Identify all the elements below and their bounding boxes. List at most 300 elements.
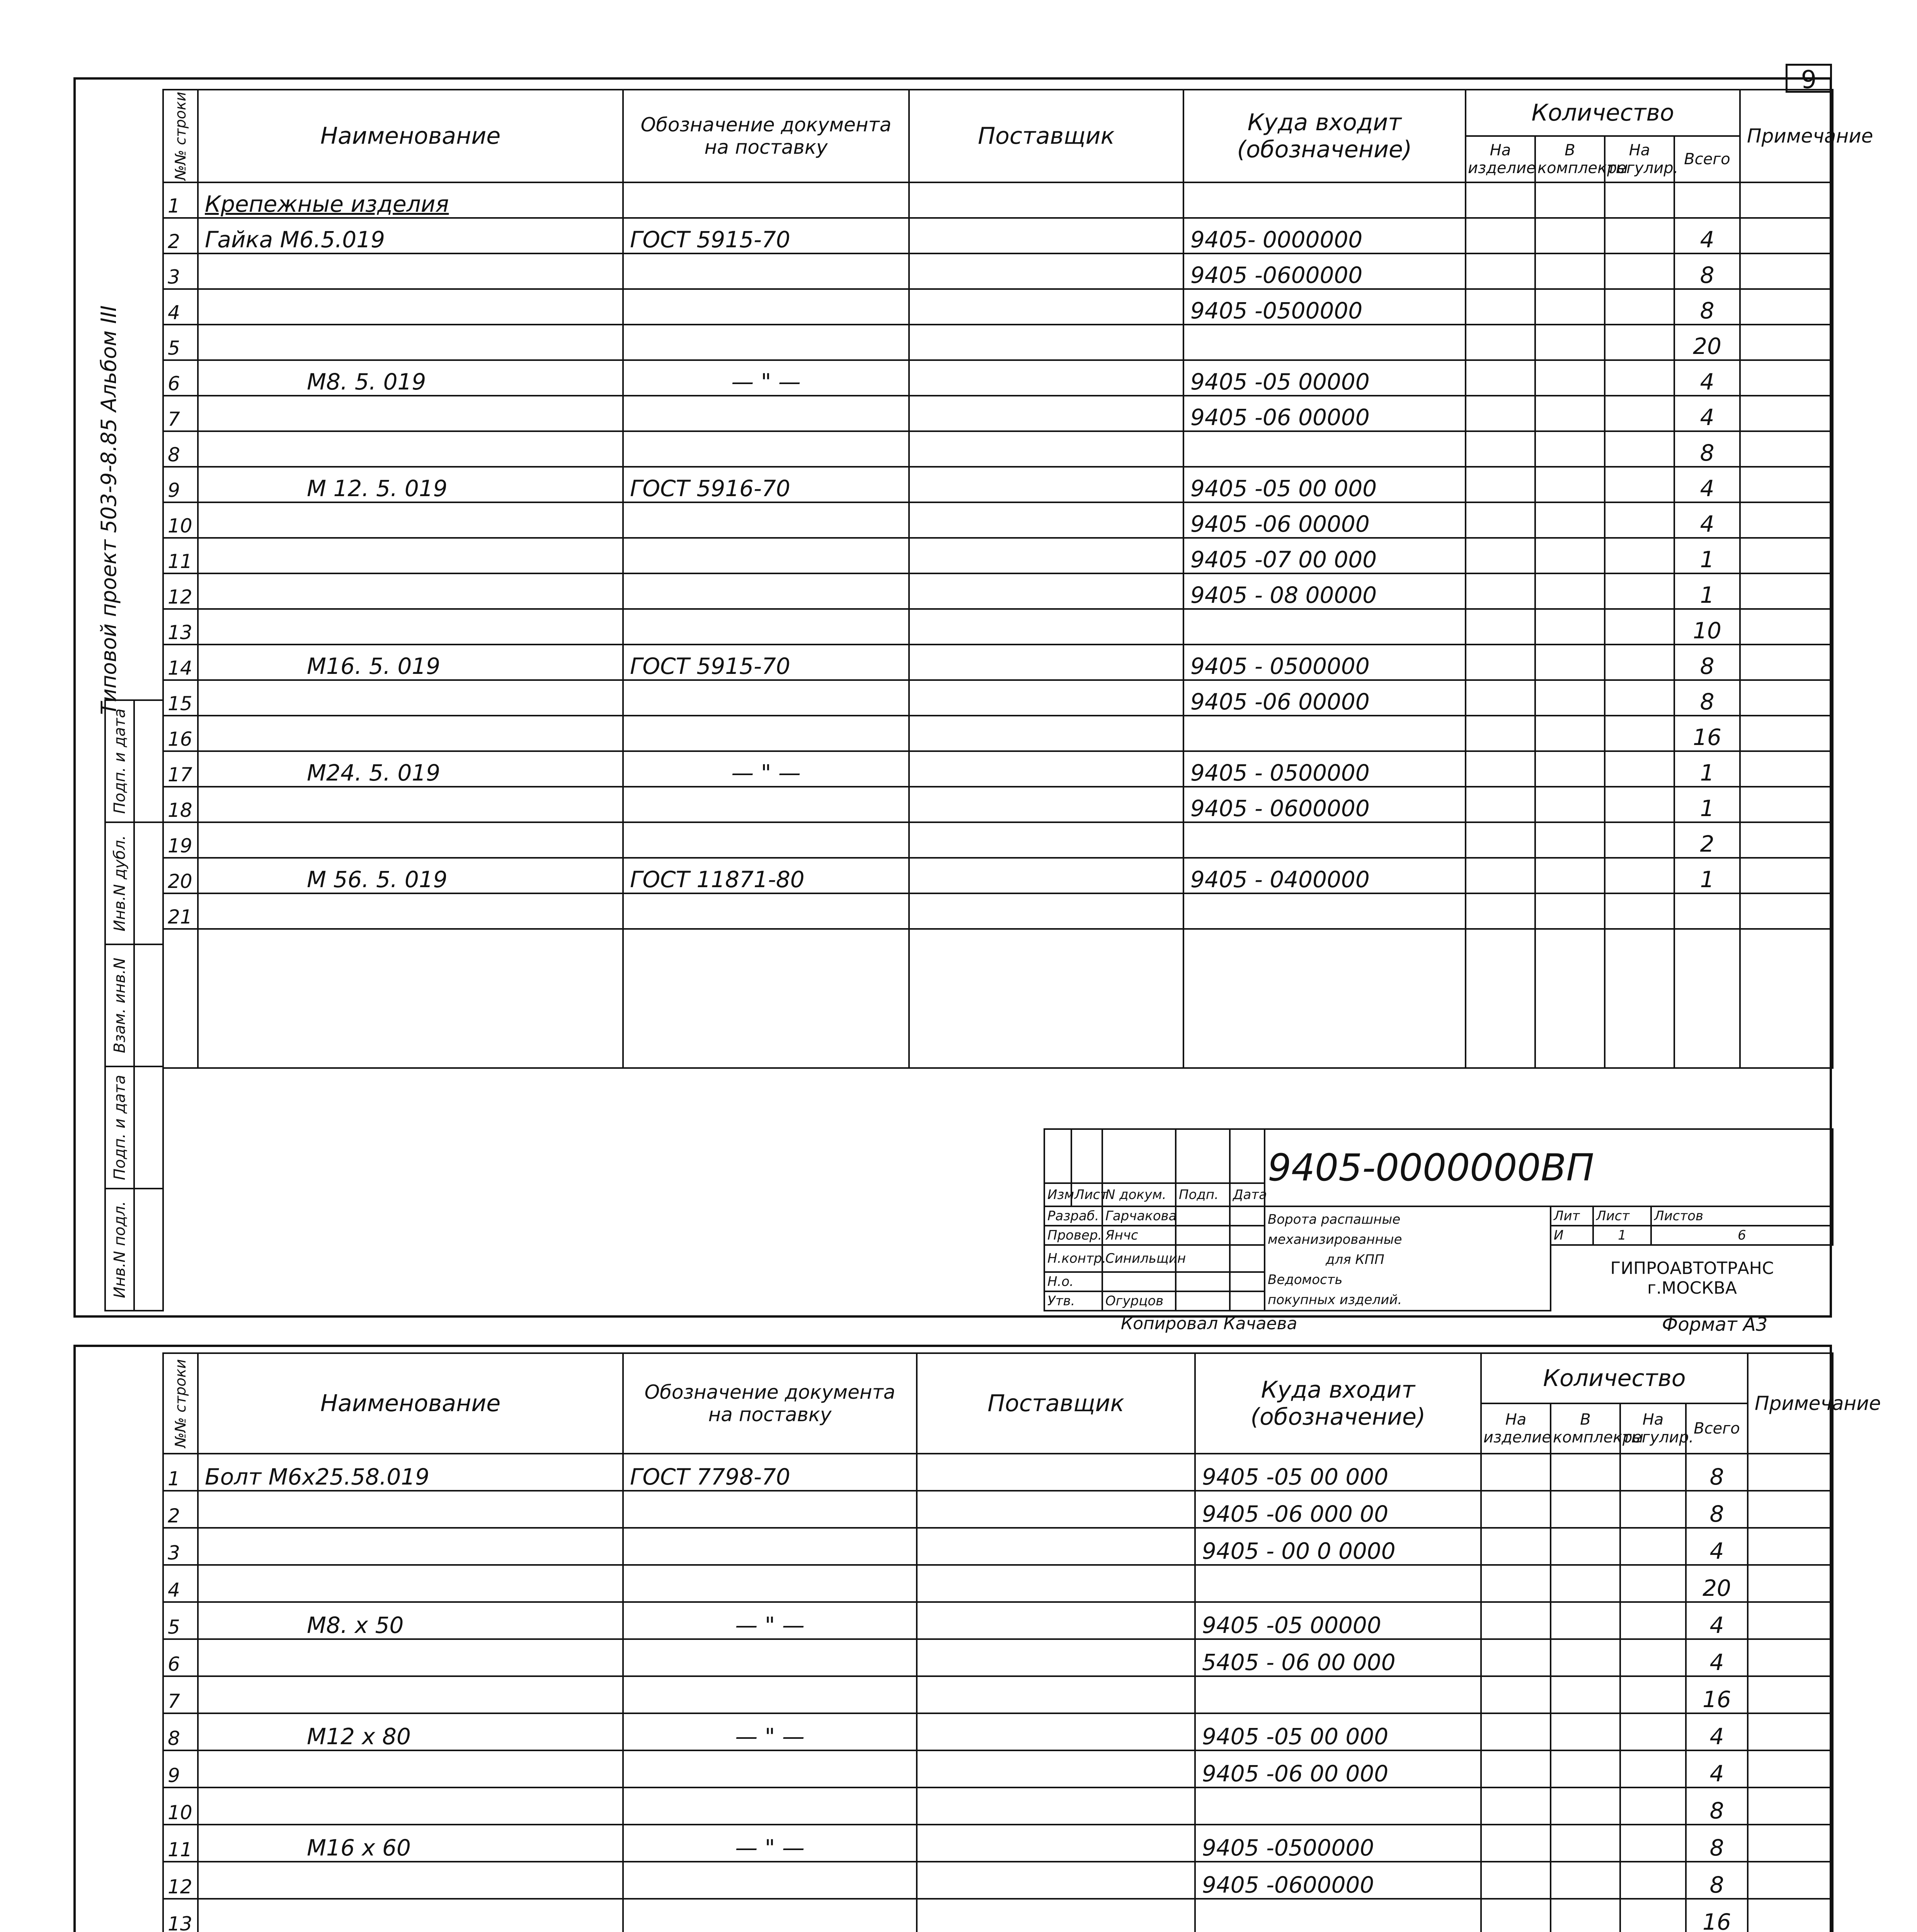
qty-product <box>1481 1787 1551 1825</box>
item-note <box>1740 893 1833 929</box>
item-note <box>1748 1713 1833 1750</box>
item-note <box>1748 1565 1833 1602</box>
item-name <box>198 573 623 609</box>
qty-total: 8 <box>1686 1454 1748 1491</box>
qty-sets <box>1535 360 1605 396</box>
item-doc <box>623 893 909 929</box>
qty-total: 16 <box>1686 1676 1748 1713</box>
item-supplier <box>917 1862 1195 1899</box>
item-note <box>1748 1454 1833 1491</box>
table-row <box>163 1565 1833 1602</box>
table-row <box>163 182 1833 218</box>
qty-adjust <box>1605 253 1674 289</box>
item-note <box>1740 645 1833 680</box>
table-row <box>163 645 1833 680</box>
sheet-2-table <box>162 1352 1881 1932</box>
item-doc <box>623 1899 917 1932</box>
qty-adjust <box>1605 431 1674 467</box>
item-where: 9405 - 0600000 <box>1183 787 1466 822</box>
item-supplier <box>917 1713 1195 1750</box>
qty-sets <box>1535 538 1605 573</box>
qty-adjust <box>1605 822 1674 858</box>
stamp-head: Дата <box>1230 1183 1265 1206</box>
header-row-no: №№ строки <box>163 90 198 182</box>
item-doc <box>623 182 909 218</box>
qty-total: 8 <box>1674 680 1740 716</box>
qty-total: 1 <box>1674 751 1740 787</box>
qty-product <box>1481 1454 1551 1491</box>
qty-adjust <box>1605 787 1674 822</box>
qty-sets <box>1535 716 1605 751</box>
item-doc <box>623 1528 917 1565</box>
item-name <box>198 253 623 289</box>
item-name: М 12. 5. 019 <box>198 467 623 502</box>
qty-product <box>1466 360 1535 396</box>
row-number: 14 <box>163 645 198 680</box>
item-doc <box>623 609 909 645</box>
album-label: Типовой проект 503-9-8.85 Альбом III <box>97 305 121 715</box>
item-where <box>1183 716 1466 751</box>
table-row <box>163 360 1833 396</box>
qty-product <box>1466 858 1535 893</box>
item-note <box>1740 289 1833 325</box>
item-name <box>198 1787 623 1825</box>
stamp-name <box>1102 1272 1176 1291</box>
qty-adjust <box>1620 1565 1686 1602</box>
qty-sets <box>1551 1862 1620 1899</box>
table-row <box>163 431 1833 467</box>
qty-sets <box>1535 822 1605 858</box>
item-supplier <box>909 858 1183 893</box>
qty-total <box>1674 893 1740 929</box>
item-doc <box>623 431 909 467</box>
item-supplier <box>909 467 1183 502</box>
item-name <box>198 1676 623 1713</box>
qty-total: 4 <box>1674 218 1740 253</box>
item-supplier <box>909 716 1183 751</box>
qty-sets <box>1535 787 1605 822</box>
item-note <box>1748 1602 1833 1639</box>
item-supplier <box>909 822 1183 858</box>
row-number: 12 <box>163 573 198 609</box>
qty-product <box>1466 716 1535 751</box>
qty-sets <box>1535 396 1605 431</box>
header-qty-adjust: На регулир. <box>1605 136 1674 182</box>
row-number: 9 <box>163 1750 198 1787</box>
qty-total <box>1674 182 1740 218</box>
qty-product <box>1466 680 1535 716</box>
qty-product <box>1481 1491 1551 1528</box>
qty-product <box>1481 1528 1551 1565</box>
item-name <box>198 325 623 360</box>
table-row <box>163 325 1833 360</box>
qty-product <box>1481 1862 1551 1899</box>
item-where <box>1183 431 1466 467</box>
qty-total: 8 <box>1674 289 1740 325</box>
qty-product <box>1481 1602 1551 1639</box>
qty-total: 4 <box>1674 502 1740 538</box>
table-row <box>163 751 1833 787</box>
header-row-no: №№ строки <box>163 1353 198 1454</box>
header-doc: Обозначение документа на поставку <box>623 90 909 182</box>
item-note <box>1740 325 1833 360</box>
item-doc <box>623 289 909 325</box>
item-supplier <box>909 182 1183 218</box>
item-where: 9405- 0000000 <box>1183 218 1466 253</box>
title-line: Ворота распашные <box>1268 1212 1401 1227</box>
table-row <box>163 1750 1833 1787</box>
qty-adjust <box>1605 609 1674 645</box>
qty-total: 4 <box>1686 1602 1748 1639</box>
item-where <box>1195 1787 1481 1825</box>
qty-total: 10 <box>1674 609 1740 645</box>
qty-adjust <box>1605 858 1674 893</box>
item-where: 9405 -05 00000 <box>1195 1602 1481 1639</box>
qty-product <box>1466 787 1535 822</box>
item-name <box>198 396 623 431</box>
qty-total: 16 <box>1686 1899 1748 1932</box>
item-doc: ГОСТ 5915-70 <box>623 645 909 680</box>
qty-sets <box>1535 325 1605 360</box>
qty-product <box>1466 609 1535 645</box>
sheet-1-format: Формат А3 <box>1662 1314 1768 1335</box>
qty-product <box>1481 1639 1551 1676</box>
item-note <box>1740 609 1833 645</box>
item-doc: — " — <box>623 1713 917 1750</box>
item-name: Болт М6х25.58.019 <box>198 1454 623 1491</box>
row-number: 6 <box>163 360 198 396</box>
qty-product <box>1466 289 1535 325</box>
qty-adjust <box>1620 1825 1686 1862</box>
row-number: 11 <box>163 538 198 573</box>
table-row <box>163 253 1833 289</box>
item-where: 9405 - 00 0 0000 <box>1195 1528 1481 1565</box>
qty-adjust <box>1605 325 1674 360</box>
item-note <box>1740 502 1833 538</box>
row-number: 1 <box>163 182 198 218</box>
qty-adjust <box>1605 396 1674 431</box>
item-name <box>198 1899 623 1932</box>
header-supplier: Поставщик <box>917 1353 1195 1454</box>
table-row <box>163 1491 1833 1528</box>
item-doc: — " — <box>623 751 909 787</box>
item-doc: ГОСТ 11871-80 <box>623 858 909 893</box>
item-supplier <box>917 1899 1195 1932</box>
item-supplier <box>917 1491 1195 1528</box>
row-number: 1 <box>163 1454 198 1491</box>
item-supplier <box>917 1787 1195 1825</box>
qty-total: 8 <box>1686 1862 1748 1899</box>
table-row <box>163 609 1833 645</box>
qty-product <box>1466 822 1535 858</box>
qty-total: 4 <box>1686 1713 1748 1750</box>
item-doc: — " — <box>623 1825 917 1862</box>
qty-total: 1 <box>1674 538 1740 573</box>
item-note <box>1740 822 1833 858</box>
title-line: Ведомость <box>1268 1272 1343 1287</box>
item-doc <box>623 1491 917 1528</box>
qty-adjust <box>1605 360 1674 396</box>
org-name: ГИПРОАВТОТРАНС <box>1610 1259 1774 1278</box>
table-row <box>163 1454 1833 1491</box>
qty-total: 4 <box>1674 360 1740 396</box>
item-where: 9405 -05 00000 <box>1183 360 1466 396</box>
header-qty-product: На изделие <box>1481 1403 1551 1454</box>
item-where: 9405 - 08 00000 <box>1183 573 1466 609</box>
row-number: 21 <box>163 893 198 929</box>
qty-total: 4 <box>1686 1639 1748 1676</box>
qty-sets <box>1535 289 1605 325</box>
table-row <box>163 1602 1833 1639</box>
header-where: Куда входит (обозначение) <box>1195 1353 1481 1454</box>
item-note <box>1748 1528 1833 1565</box>
qty-product <box>1481 1565 1551 1602</box>
side-cell: Подп. и дата <box>105 1066 134 1189</box>
qty-adjust <box>1605 467 1674 502</box>
qty-product <box>1466 502 1535 538</box>
item-supplier <box>917 1602 1195 1639</box>
qty-product <box>1466 538 1535 573</box>
item-note <box>1740 538 1833 573</box>
qty-adjust <box>1605 716 1674 751</box>
item-supplier <box>909 538 1183 573</box>
item-note <box>1748 1639 1833 1676</box>
table-row <box>163 680 1833 716</box>
row-number: 2 <box>163 218 198 253</box>
row-number: 13 <box>163 1899 198 1932</box>
item-doc <box>623 1639 917 1676</box>
qty-sets <box>1535 645 1605 680</box>
item-name <box>198 1565 623 1602</box>
item-doc: ГОСТ 5915-70 <box>623 218 909 253</box>
qty-product <box>1466 751 1535 787</box>
item-note <box>1740 253 1833 289</box>
table-row <box>163 538 1833 573</box>
item-note <box>1740 751 1833 787</box>
qty-product <box>1481 1825 1551 1862</box>
qty-sets <box>1535 573 1605 609</box>
qty-total: 4 <box>1674 396 1740 431</box>
qty-product <box>1481 1750 1551 1787</box>
qty-sets <box>1535 253 1605 289</box>
qty-product <box>1466 893 1535 929</box>
side-cell: Инв.N подл. <box>105 1189 134 1311</box>
title-line: для КПП <box>1326 1252 1384 1267</box>
item-doc <box>623 716 909 751</box>
qty-adjust <box>1620 1899 1686 1932</box>
stamp-role: Провер. <box>1044 1226 1102 1245</box>
qty-sets <box>1535 467 1605 502</box>
item-doc: ГОСТ 5916-70 <box>623 467 909 502</box>
qty-product <box>1481 1676 1551 1713</box>
item-supplier <box>917 1565 1195 1602</box>
sheets-value: 6 <box>1651 1226 1833 1245</box>
item-supplier <box>909 360 1183 396</box>
item-name <box>198 787 623 822</box>
header-name: Наименование <box>198 1353 623 1454</box>
row-number: 10 <box>163 1787 198 1825</box>
item-doc <box>623 1862 917 1899</box>
qty-adjust <box>1605 502 1674 538</box>
table-row <box>163 396 1833 431</box>
item-note <box>1740 787 1833 822</box>
qty-total: 16 <box>1674 716 1740 751</box>
item-note <box>1748 1825 1833 1862</box>
sheet-1-table <box>162 89 1873 1069</box>
qty-sets <box>1551 1899 1620 1932</box>
table-row <box>163 787 1833 822</box>
table-row <box>163 1676 1833 1713</box>
table-row <box>163 1639 1833 1676</box>
item-note <box>1740 680 1833 716</box>
qty-product <box>1466 467 1535 502</box>
table-row <box>163 858 1833 893</box>
row-number: 7 <box>163 396 198 431</box>
item-name <box>198 893 623 929</box>
qty-sets <box>1535 431 1605 467</box>
item-doc: ГОСТ 7798-70 <box>623 1454 917 1491</box>
qty-sets <box>1535 680 1605 716</box>
stamp-head: Лист <box>1071 1183 1102 1206</box>
item-note <box>1740 396 1833 431</box>
item-note <box>1748 1899 1833 1932</box>
item-supplier <box>917 1750 1195 1787</box>
qty-total: 4 <box>1686 1528 1748 1565</box>
qty-sets <box>1551 1454 1620 1491</box>
item-where: 9405 -05 00 000 <box>1183 467 1466 502</box>
item-supplier <box>917 1676 1195 1713</box>
table-row <box>163 289 1833 325</box>
item-name: М24. 5. 019 <box>198 751 623 787</box>
table-row <box>163 1899 1833 1932</box>
item-name <box>198 680 623 716</box>
item-where <box>1195 1676 1481 1713</box>
item-note <box>1748 1676 1833 1713</box>
qty-product <box>1466 325 1535 360</box>
item-where: 5405 - 06 00 000 <box>1195 1639 1481 1676</box>
item-name <box>198 1750 623 1787</box>
item-note <box>1740 858 1833 893</box>
table-row <box>163 716 1833 751</box>
qty-adjust <box>1620 1528 1686 1565</box>
item-where <box>1195 1565 1481 1602</box>
item-where <box>1183 893 1466 929</box>
item-supplier <box>909 218 1183 253</box>
stamp-head: N докум. <box>1102 1183 1176 1206</box>
row-number: 19 <box>163 822 198 858</box>
stamp-name: Янчс <box>1102 1226 1176 1245</box>
item-where: 9405 -0500000 <box>1195 1825 1481 1862</box>
stamp-name: Гарчакова <box>1102 1206 1176 1226</box>
item-doc <box>623 538 909 573</box>
title-line: механизированные <box>1268 1232 1402 1247</box>
stamp-role: Н.контр. <box>1044 1245 1102 1272</box>
qty-total: 2 <box>1674 822 1740 858</box>
side-cell: Инв.N дубл. <box>105 822 134 944</box>
item-where <box>1183 609 1466 645</box>
item-name <box>198 502 623 538</box>
item-where: 9405 -06 000 00 <box>1195 1491 1481 1528</box>
qty-sets <box>1551 1825 1620 1862</box>
item-doc <box>623 822 909 858</box>
item-name <box>198 1639 623 1676</box>
qty-product <box>1466 396 1535 431</box>
qty-adjust <box>1620 1602 1686 1639</box>
item-supplier <box>909 680 1183 716</box>
row-number: 6 <box>163 1639 198 1676</box>
row-number: 8 <box>163 431 198 467</box>
qty-sets <box>1551 1787 1620 1825</box>
row-number: 8 <box>163 1713 198 1750</box>
item-supplier <box>909 787 1183 822</box>
qty-adjust <box>1605 538 1674 573</box>
title-line: покупных изделий. <box>1268 1292 1402 1308</box>
sheet-label: Лист <box>1593 1206 1651 1226</box>
item-name <box>198 289 623 325</box>
item-name: М16 х 60 <box>198 1825 623 1862</box>
header-qty-sets: В комплекты <box>1535 136 1605 182</box>
qty-adjust <box>1605 289 1674 325</box>
item-note <box>1748 1787 1833 1825</box>
item-name: М8. х 50 <box>198 1602 623 1639</box>
qty-total: 8 <box>1674 645 1740 680</box>
item-supplier <box>909 253 1183 289</box>
qty-total: 4 <box>1686 1750 1748 1787</box>
qty-sets <box>1551 1528 1620 1565</box>
row-number: 20 <box>163 858 198 893</box>
item-where <box>1183 182 1466 218</box>
item-supplier <box>909 502 1183 538</box>
row-number: 7 <box>163 1676 198 1713</box>
side-cell: Взам. инв.N <box>105 944 134 1066</box>
stamp-name: Синильщин <box>1102 1245 1176 1272</box>
row-number: 5 <box>163 1602 198 1639</box>
row-number: 13 <box>163 609 198 645</box>
item-name <box>198 1491 623 1528</box>
item-where <box>1183 325 1466 360</box>
item-doc <box>623 680 909 716</box>
header-note: Примечание <box>1748 1353 1833 1454</box>
item-note <box>1740 573 1833 609</box>
item-where <box>1183 822 1466 858</box>
sheet-1-designation: 9405-0000000ВП <box>1268 1146 1594 1189</box>
item-name: М16. 5. 019 <box>198 645 623 680</box>
item-doc <box>623 787 909 822</box>
item-note <box>1748 1491 1833 1528</box>
qty-total: 8 <box>1686 1825 1748 1862</box>
stamp-role: Разраб. <box>1044 1206 1102 1226</box>
item-name: М8. 5. 019 <box>198 360 623 396</box>
qty-total: 8 <box>1686 1491 1748 1528</box>
item-note <box>1740 360 1833 396</box>
row-number: 2 <box>163 1491 198 1528</box>
lit-value: И <box>1551 1226 1593 1245</box>
header-qty-total: Всего <box>1674 136 1740 182</box>
item-doc <box>623 1676 917 1713</box>
qty-sets <box>1535 751 1605 787</box>
header-note: Примечание <box>1740 90 1833 182</box>
item-supplier <box>909 645 1183 680</box>
qty-product <box>1466 218 1535 253</box>
qty-product <box>1481 1713 1551 1750</box>
page-number: 9 <box>1786 64 1832 93</box>
qty-sets <box>1551 1602 1620 1639</box>
row-number: 9 <box>163 467 198 502</box>
stamp-role: Утв. <box>1044 1291 1102 1311</box>
header-qty-sets: В комплекты <box>1551 1403 1620 1454</box>
qty-adjust <box>1605 893 1674 929</box>
item-name: Гайка М6.5.019 <box>198 218 623 253</box>
